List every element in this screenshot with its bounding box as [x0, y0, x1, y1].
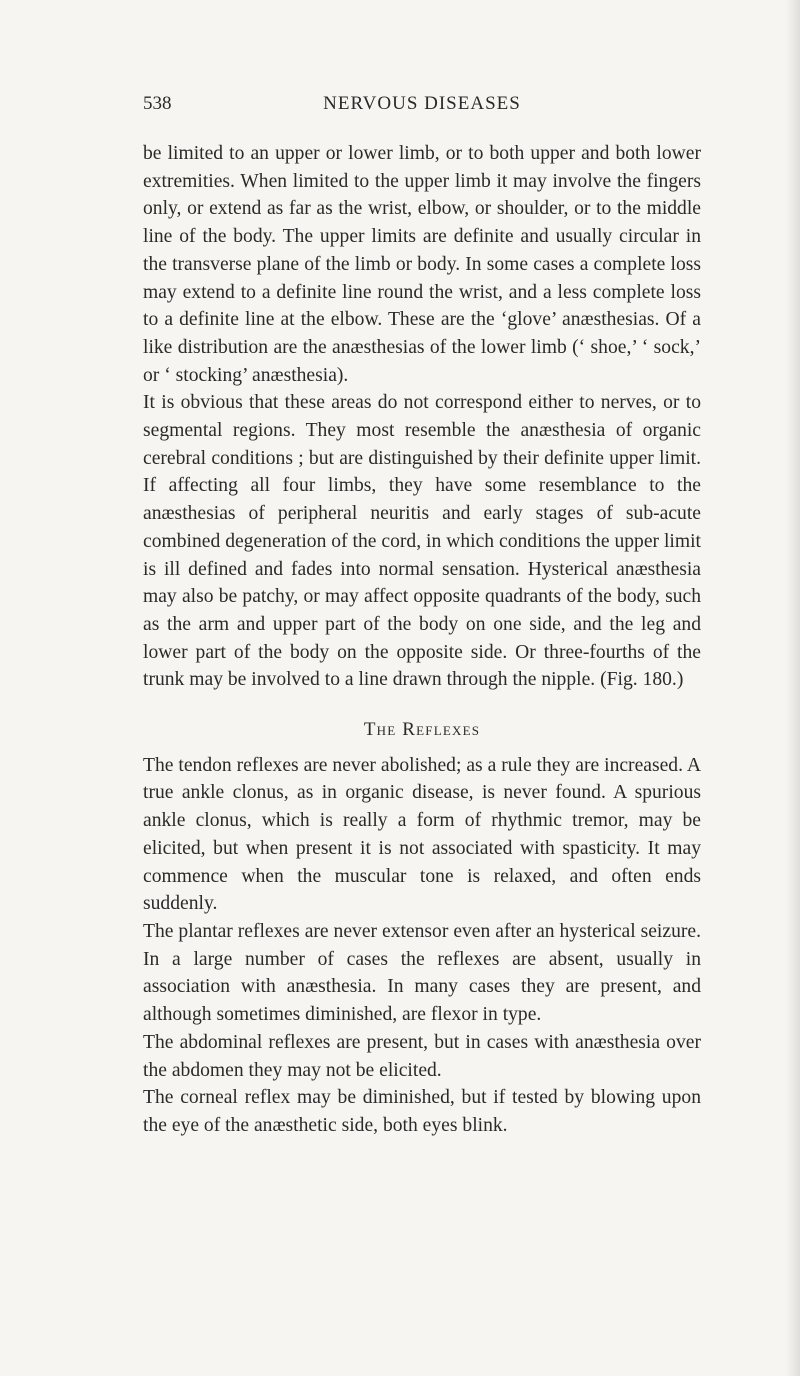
paragraph-abdominal-reflexes: The abdominal reflexes are present, but in cases with anæsthesia over the abdomen they may not be elicited.: [143, 1031, 701, 1081]
page-number: 538: [143, 93, 172, 114]
paragraph-tendon-reflexes: The tendon reflexes are never abolished; as a rule they are increased. A true ankle clonus, as in organic disease, is never found. A spurious ankle clonus, which is really a form of rhythmic tremor, may be elicited, but when present it is not associated with spasticity. It may commence when the muscular tone is relaxed, and often ends suddenly.: [143, 754, 701, 915]
paragraph-distribution: It is obvious that these areas do not correspond either to nerves, or to segmental regions. They most resemble the anæsthesia of organic cerebral conditions ; but are distinguished by their definite upper limit. If affecting all four limbs, they have some resemblance to the anæsthesias of peripheral neuritis and early stages of sub-acute combined degeneration of the cord, in which conditions the upper limit is ill defined and fades into normal sensation. Hysterical anæsthesia may also be patchy, or may affect opposite quadrants of the body, such as the arm and upper part of the body on one side, and the leg and lower part of the body on the opposite side. Or three-fourths of the trunk may be involved to a line drawn through the nipple. (Fig. 180.): [143, 392, 701, 691]
running-head: NERVOUS DISEASES: [323, 93, 521, 114]
paragraph-glove-anaesthesia: be limited to an upper or lower limb, or to both upper and both lower extremities. When limited to the upper limb it may involve the fingers only, or extend as far as the wrist, elbow, or shoulder, or to the middle line of the body. The upper limits are definite and usually circular in the transverse plane of the limb or body. In some cases a complete loss may extend to a definite line round the wrist, and a less complete loss to a definite line at the elbow. These are the ‘glove’ anæsthesias. Of a like distribution are the anæsthesias of the lower limb (‘ shoe,’ ‘ sock,’ or ‘ stocking’ anæsthesia).: [143, 143, 701, 386]
section-heading-reflexes: The Reflexes: [363, 719, 481, 741]
paragraph-corneal-reflex: The corneal reflex may be diminished, but if tested by blowing upon the eye of the anæsthetic side, both eyes blink.: [143, 1087, 701, 1136]
page-header: [143, 93, 701, 119]
page-edge-shadow: [786, 0, 800, 1376]
body-text: [143, 140, 701, 1140]
paragraph-plantar-reflexes: The plantar reflexes are never extensor even after an hysterical seizure. In a large number of cases the reflexes are absent, usually in association with anæsthesia. In many cases they are present, and although sometimes diminished, are flexor in type.: [143, 920, 701, 1026]
